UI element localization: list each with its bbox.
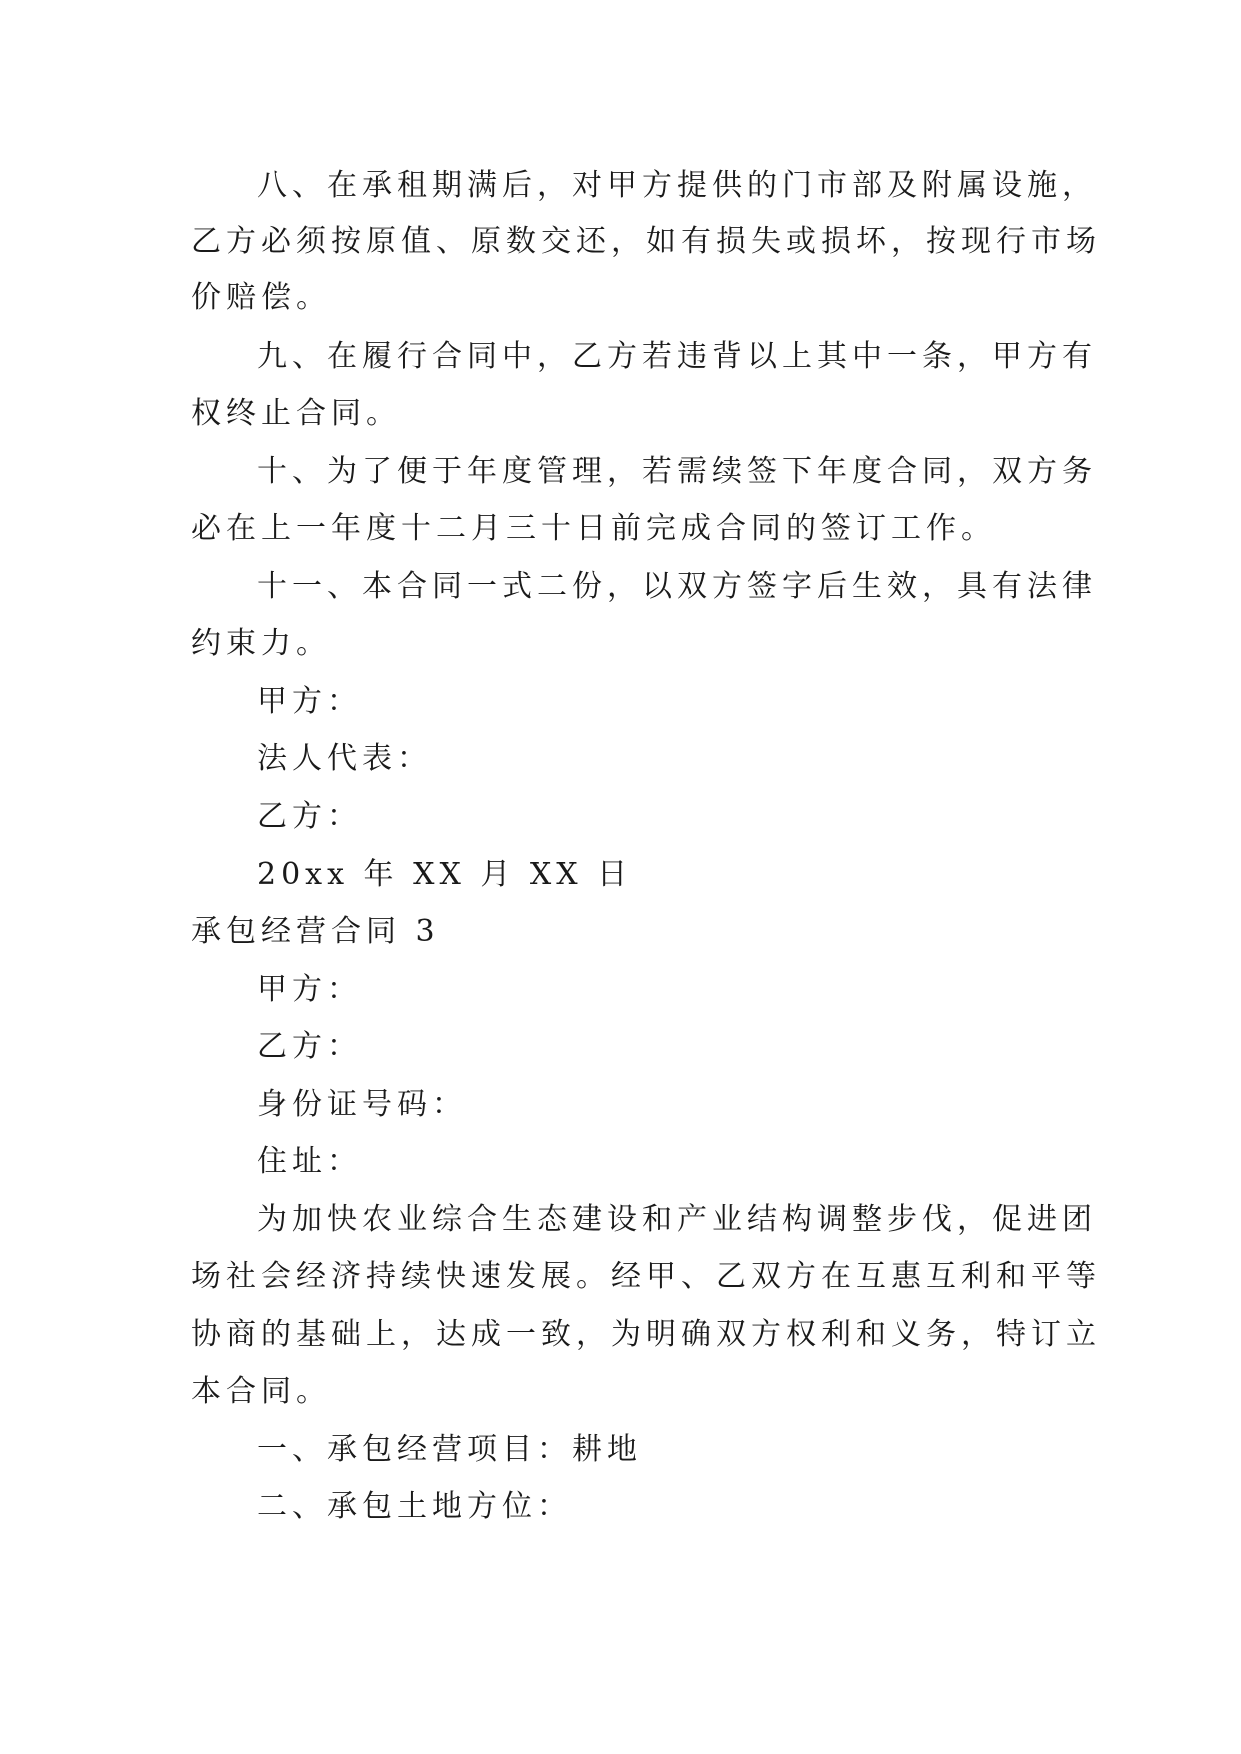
clause-9-line-1: 九、在履行合同中，乙方若违背以上其中一条，甲方有 [257, 339, 1097, 374]
preamble-line-3: 协商的基础上，达成一致，为明确双方权利和义务，特订立 [191, 1317, 1101, 1352]
party-b-label-2: 乙方： [257, 1029, 362, 1064]
clause-8-line-1: 八、在承租期满后，对甲方提供的门市部及附属设施， [257, 168, 1097, 203]
preamble-line-2: 场社会经济持续快速发展。经甲、乙双方在互惠互利和平等 [191, 1259, 1101, 1294]
clause-11-line-1: 十一、本合同一式二份，以双方签字后生效，具有法律 [257, 569, 1097, 604]
clause-10-line-2: 必在上一年度十二月三十日前完成合同的签订工作。 [191, 511, 996, 546]
clause-9-line-2: 权终止合同。 [191, 396, 401, 431]
preamble-line-4: 本合同。 [191, 1374, 331, 1409]
legal-rep-label: 法人代表： [257, 741, 432, 776]
id-number-label: 身份证号码： [257, 1087, 467, 1122]
clause-8-line-2: 乙方必须按原值、原数交还，如有损失或损坏，按现行市场 [191, 224, 1101, 259]
address-label: 住址： [257, 1144, 362, 1179]
preamble-line-1: 为加快农业综合生态建设和产业结构调整步伐，促进团 [257, 1202, 1097, 1237]
section-title: 承包经营合同 3 [191, 914, 440, 949]
party-a-label: 甲方： [257, 684, 362, 719]
date-line: 20xx 年 XX 月 XX 日 [257, 857, 633, 892]
clause-11-line-2: 约束力。 [191, 626, 331, 661]
clause-8-line-3: 价赔偿。 [191, 280, 331, 315]
clause-2-line: 二、承包土地方位： [257, 1489, 572, 1524]
party-a-label-2: 甲方： [257, 972, 362, 1007]
clause-1-line: 一、承包经营项目：耕地 [257, 1432, 642, 1467]
clause-10-line-1: 十、为了便于年度管理，若需续签下年度合同，双方务 [257, 454, 1097, 489]
party-b-label: 乙方： [257, 799, 362, 834]
